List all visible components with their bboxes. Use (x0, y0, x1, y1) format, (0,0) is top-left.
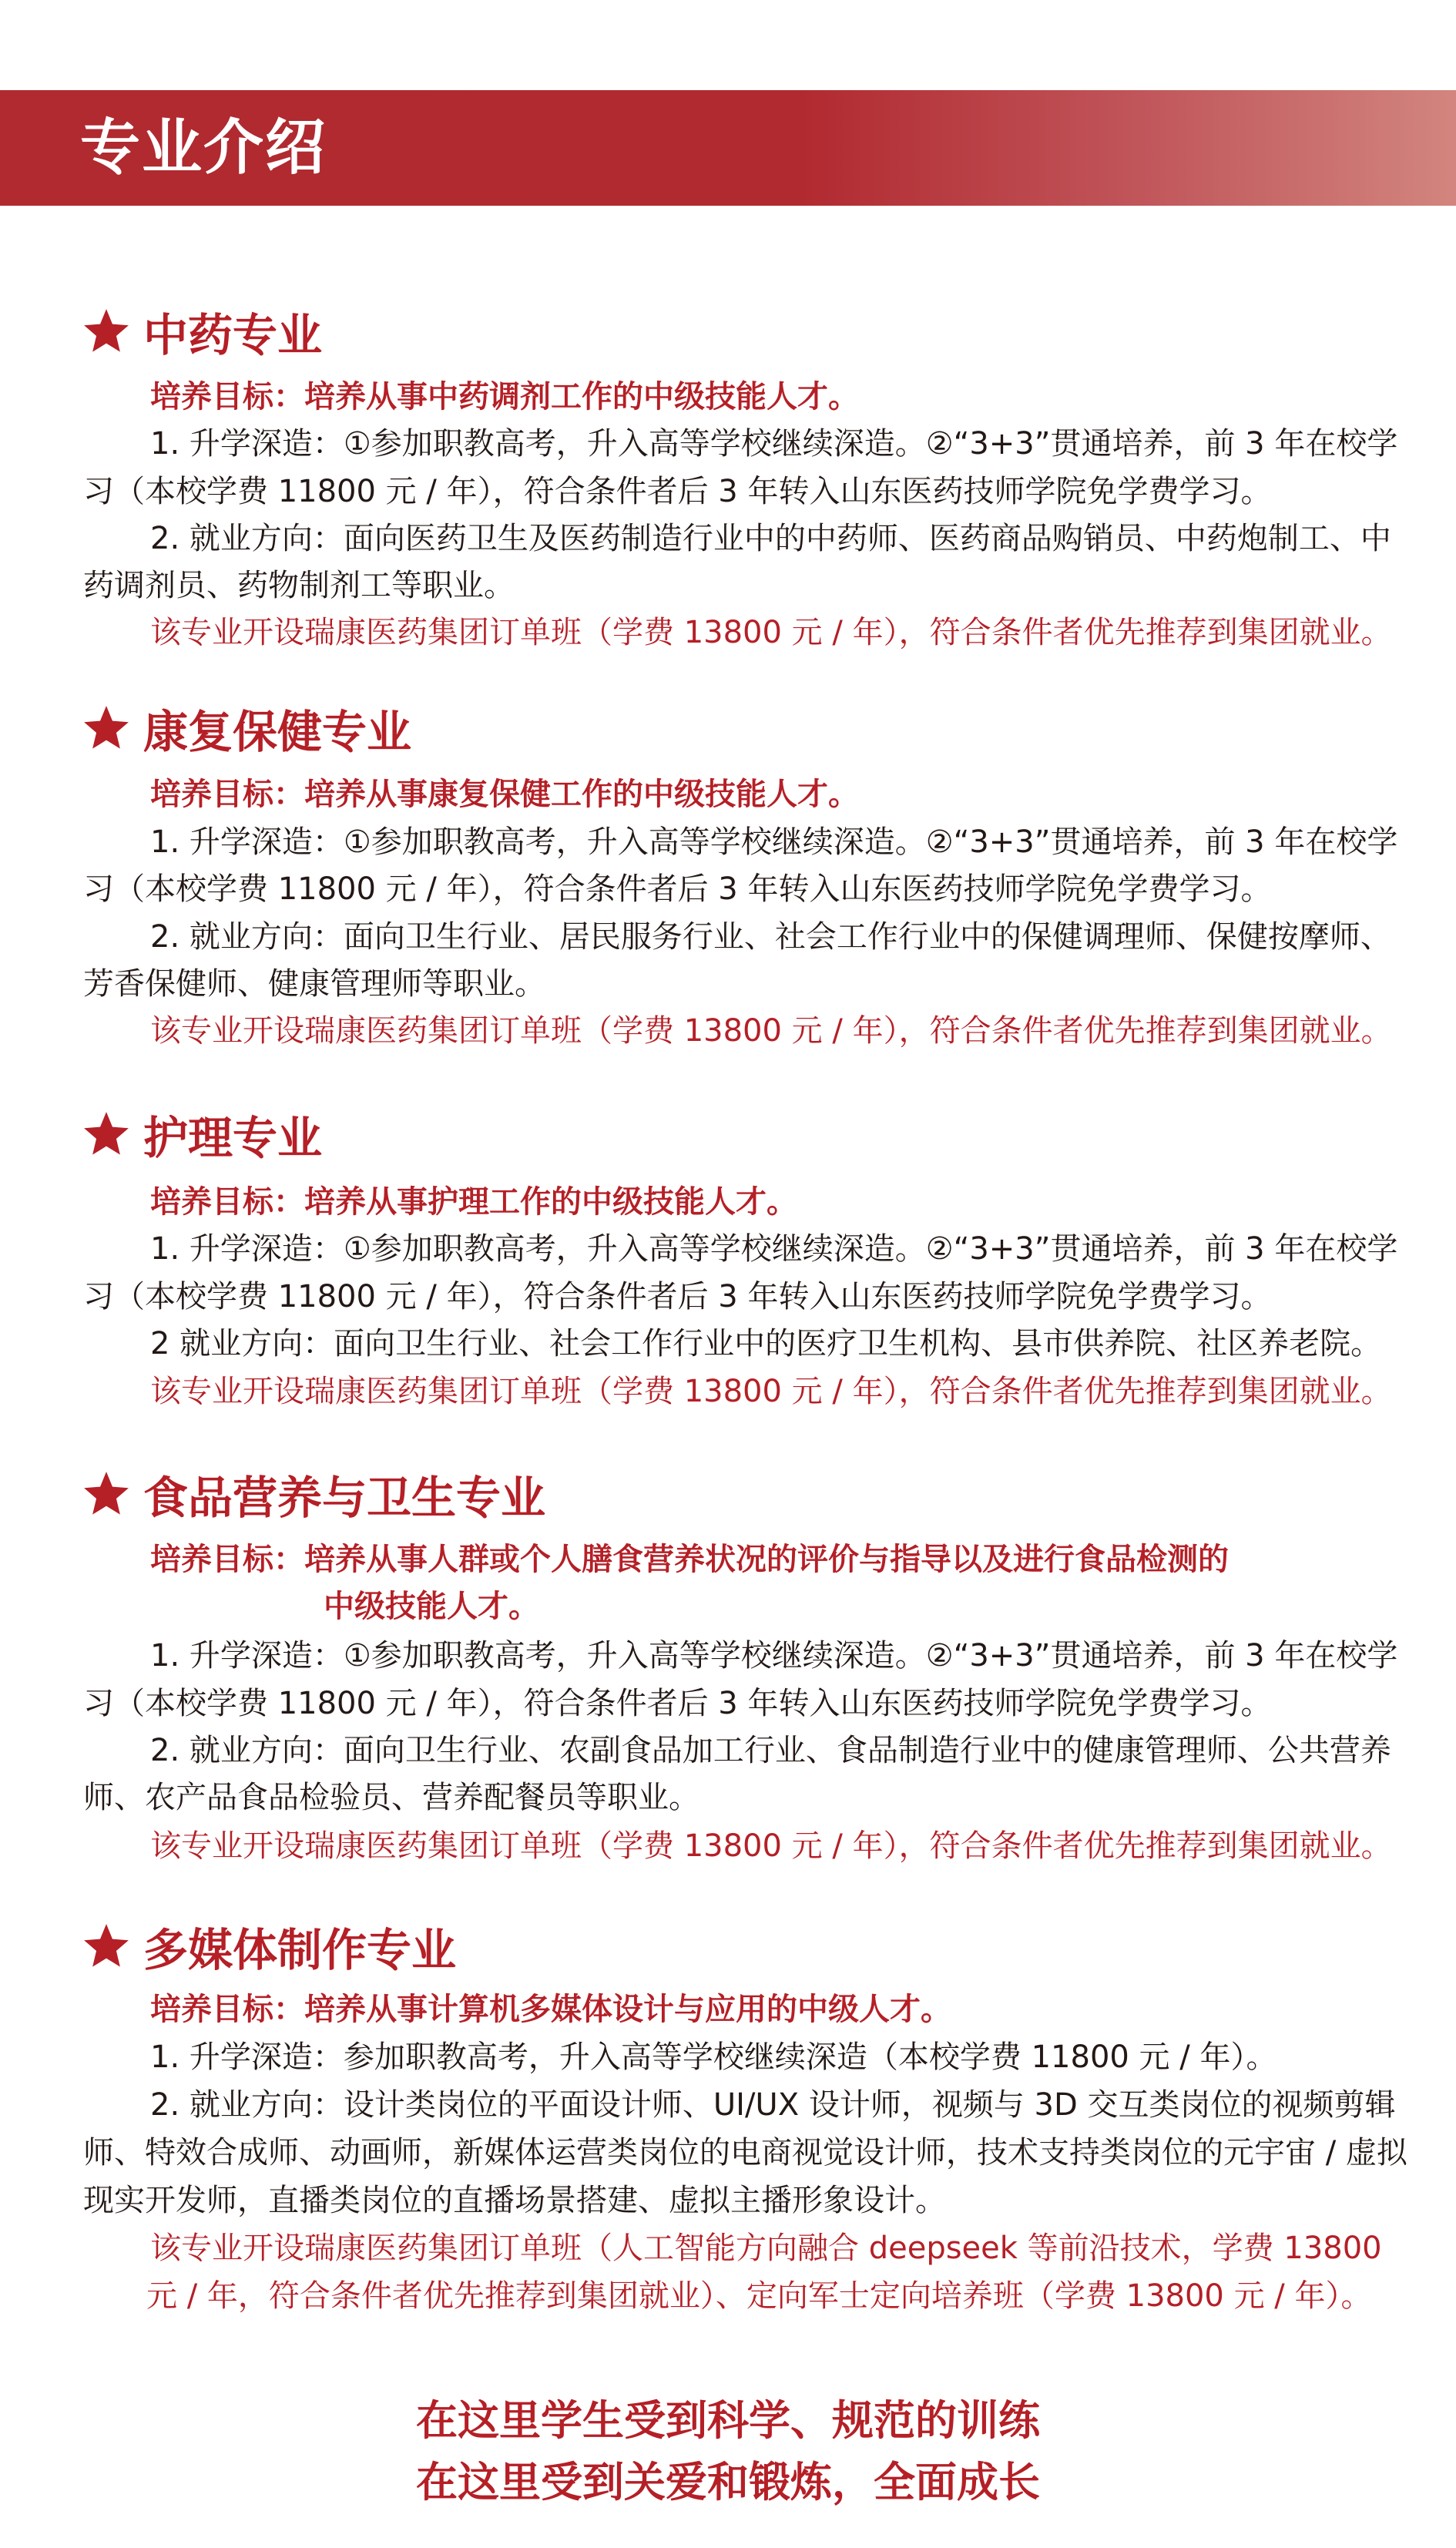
goal-label: 培养目标： (150, 1184, 304, 1220)
goal-text: 培养从事护理工作的中级技能人才。 (304, 1184, 797, 1220)
goal-text: 培养从事中药调剂工作的中级技能人才。 (304, 379, 859, 415)
star-icon (80, 703, 133, 754)
item-line: 习（本校学费 11800 元 / 年），符合条件者后 3 年转入山东医药技师学院免学费学习。 (83, 1686, 1272, 1721)
item-line: 师、特效合成师、动画师，新媒体运营类岗位的电商视觉设计师，技术支持类岗位的元宇宙 / 虚拟 (83, 2135, 1407, 2170)
section-title: 护理专业 (143, 1112, 323, 1164)
section-header (80, 697, 411, 759)
order-class-note: 该专业开设瑞康医药集团订单班（人工智能方向融合 deepseek 等前沿技术，学费 13800 (150, 2231, 1382, 2266)
item-line: 2. 就业方向：面向医药卫生及医药制造行业中的中药师、医药商品购销员、中药炮制工、中 (150, 521, 1391, 556)
order-class-note: 该专业开设瑞康医药集团订单班（学费 13800 元 / 年），符合条件者优先推荐到集团就业。 (150, 615, 1392, 650)
section-title: 中药专业 (143, 309, 323, 361)
banner-title: 专业介绍 (80, 113, 327, 183)
star-icon (80, 1921, 133, 1972)
training-goal (150, 773, 859, 816)
star-icon (80, 1469, 133, 1519)
section-banner (0, 90, 1456, 206)
order-class-note-continued: 元 / 年，符合条件者优先推荐到集团就业）、定向军士定向培养班（学费 13800 元 / 年）。 (146, 2278, 1372, 2314)
section-title: 食品营养与卫生专业 (143, 1472, 546, 1524)
item-line: 现实开发师，直播类岗位的直播场景搭建、虚拟主播形象设计。 (83, 2183, 946, 2218)
item-line: 2. 就业方向：面向卫生行业、农副食品加工行业、食品制造行业中的健康管理师、公共营养 (150, 1733, 1391, 1768)
training-goal (150, 1180, 797, 1224)
item-line: 1. 升学深造：①参加职教高考，升入高等学校继续深造。②“3+3”贯通培养，前 3 年在校学 (150, 824, 1398, 860)
section-title: 康复保健专业 (143, 706, 412, 758)
goal-label: 培养目标： (150, 379, 304, 415)
order-class-note: 该专业开设瑞康医药集团订单班（学费 13800 元 / 年），符合条件者优先推荐到集团就业。 (150, 1828, 1392, 1864)
goal-text: 培养从事计算机多媒体设计与应用的中级人才。 (304, 1992, 951, 2027)
goal-label: 培养目标： (150, 1542, 304, 1577)
slogan-line-1: 在这里学生受到科学、规范的训练 (416, 2396, 1040, 2445)
training-goal (150, 375, 859, 418)
training-goal (150, 1538, 1229, 1581)
section-header (80, 1463, 545, 1525)
goal-text: 培养从事康复保健工作的中级技能人才。 (304, 777, 859, 812)
order-class-note: 该专业开设瑞康医药集团订单班（学费 13800 元 / 年），符合条件者优先推荐到集团就业。 (150, 1013, 1392, 1049)
item-line: 1. 升学深造：①参加职教高考，升入高等学校继续深造。②“3+3”贯通培养，前 3 年在校学 (150, 1638, 1398, 1673)
training-goal (150, 1988, 951, 2031)
item-line: 1. 升学深造：①参加职教高考，升入高等学校继续深造。②“3+3”贯通培养，前 3 年在校学 (150, 1231, 1398, 1267)
item-line: 2. 就业方向：面向卫生行业、居民服务行业、社会工作行业中的保健调理师、保健按摩师、 (150, 919, 1391, 955)
goal-label: 培养目标： (150, 1992, 304, 2027)
order-class-note: 该专业开设瑞康医药集团订单班（学费 13800 元 / 年），符合条件者优先推荐到集团就业。 (150, 1374, 1392, 1409)
slogan-line-2: 在这里受到关爱和锻炼，全面成长 (416, 2458, 1040, 2506)
goal-text-continued: 中级技能人才。 (324, 1589, 539, 1624)
section-header (80, 300, 322, 362)
item-line: 1. 升学深造：参加职教高考，升入高等学校继续深造（本校学费 11800 元 / 年）。 (150, 2039, 1277, 2075)
item-line: 习（本校学费 11800 元 / 年），符合条件者后 3 年转入山东医药技师学院免学费学习。 (83, 871, 1272, 907)
item-line: 芳香保健师、健康管理师等职业。 (83, 966, 545, 1002)
item-line: 药调剂员、药物制剂工等职业。 (83, 568, 515, 603)
item-line: 2. 就业方向：设计类岗位的平面设计师、UI/UX 设计师，视频与 3D 交互类岗位的视频剪辑 (150, 2087, 1396, 2123)
item-line: 师、农产品食品检验员、营养配餐员等职业。 (83, 1780, 699, 1815)
section-header (80, 1915, 456, 1977)
goal-label: 培养目标： (150, 777, 304, 812)
star-icon (80, 306, 133, 357)
item-line: 习（本校学费 11800 元 / 年），符合条件者后 3 年转入山东医药技师学院免学费学习。 (83, 1279, 1272, 1314)
star-icon (80, 1109, 133, 1160)
item-line: 习（本校学费 11800 元 / 年），符合条件者后 3 年转入山东医药技师学院免学费学习。 (83, 474, 1272, 509)
item-line: 1. 升学深造：①参加职教高考，升入高等学校继续深造。②“3+3”贯通培养，前 3 年在校学 (150, 426, 1398, 462)
section-header (80, 1103, 322, 1165)
section-title: 多媒体制作专业 (143, 1924, 457, 1976)
item-line: 2 就业方向：面向卫生行业、社会工作行业中的医疗卫生机构、县市供养院、社区养老院。 (150, 1326, 1382, 1361)
goal-text: 培养从事人群或个人膳食营养状况的评价与指导以及进行食品检测的 (304, 1542, 1229, 1577)
